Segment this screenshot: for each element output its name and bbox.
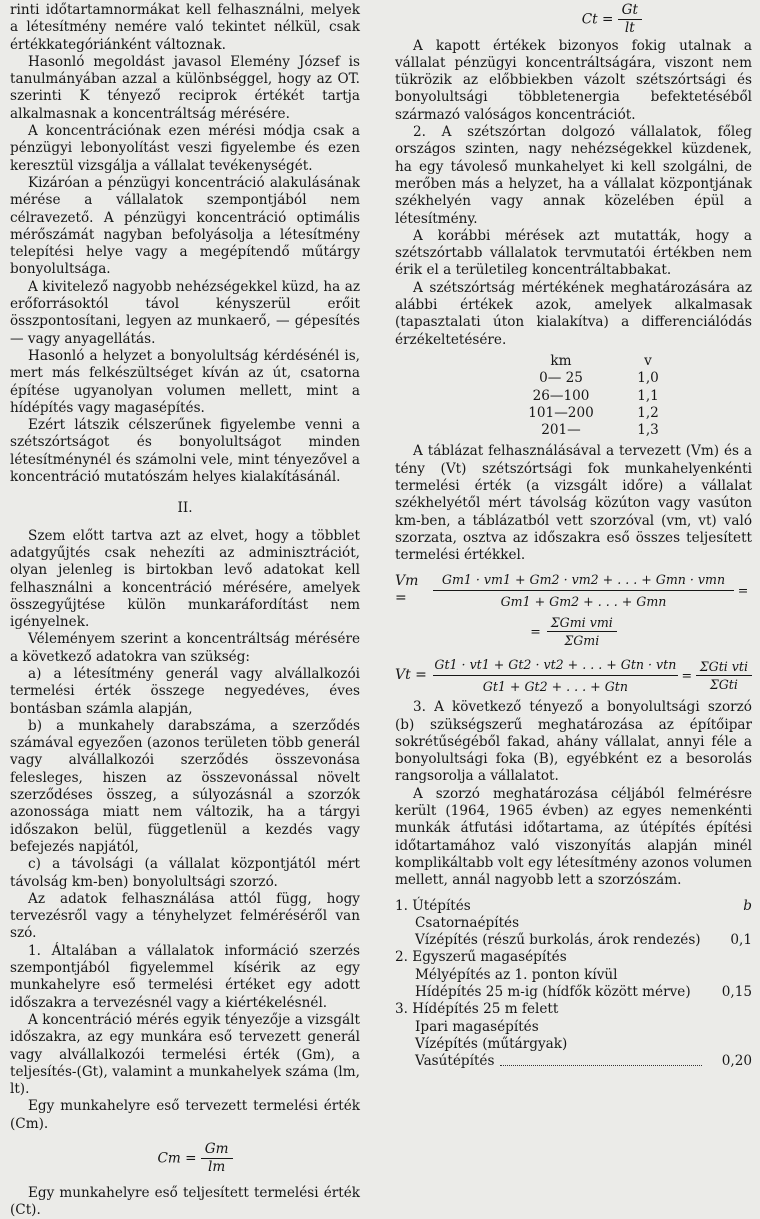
list-item-c: c) a távolsági (a vállalat központjától mért távolság km-ben) bonyolultsági szorzó. [10, 856, 360, 890]
formula-ct [395, 2, 752, 38]
list-item-label: Csatornaépítés [415, 914, 520, 931]
list-item-b: b) a munkahely darabszáma, a szerződés számával egyezően (azonos területen több generál vagy alvállalkozói szerződés összevonása felesleges, hiszen az összevonással növelt szerződéses összeg, a súlyozásnál a szorzók azonossága miatt nem változik, ha a tárgyi időszakon belül, függetlenül a kezdés vagy befejezés napjától, [10, 717, 360, 855]
table-row [505, 388, 679, 405]
list-item-value: 0,1 [730, 932, 752, 949]
section-heading: II. [177, 500, 193, 517]
paragraph: Szem előtt tartva azt az elvet, hogy a többlet adatgyűjtés csak nehezíti az adminisztrációt, olyan jelenleg is birtokban levő adatokat kell felhasználni a koncentráció mérésére, amelyek összegyűjtése külön munkaráfordítást nem igényelnek. [10, 527, 360, 631]
right-column [395, 2, 752, 1071]
list-item [395, 967, 752, 984]
denominator: ΣGmi [564, 633, 600, 649]
formula-lhs: Ct = [581, 11, 614, 28]
distance-table [505, 353, 679, 439]
denominator: lm [208, 1159, 226, 1176]
numerator: Gt [618, 2, 642, 20]
list-item-a: a) a létesítmény generál vagy alvállalkozói termelési érték összege negyedéves, éves bontásban számla alapján, [10, 665, 360, 717]
list-item-label: 3. Hídépítés 25 m felett [395, 1001, 559, 1018]
list-item-label: Ipari magasépítés [415, 1018, 539, 1035]
paragraph: 2. A szétszórtan dolgozó vállalatok, főleg országos szinten, nagy nehézségekkel küzdenek, ha egy távoleső munkahelyet ki kell szolgálni, de merőben más a helyzet, ha a vállalat központjának székhelyén vagy annak közelében épül a létesítmény. [395, 124, 752, 227]
list-item-value [708, 915, 752, 932]
table-cell: 0— 25 [539, 370, 583, 387]
paragraph: Hasonló megoldást javasol Elemény József is tanulmányában azzal a különbséggel, hogy az OT. szerinti K tényező reciprok értékét tartja alkalmasnak a koncentráltság mérésére. [10, 53, 360, 122]
dot-leader [500, 1053, 702, 1065]
list-item [395, 984, 752, 1001]
table-cell: 1,1 [637, 387, 659, 404]
formula-lhs: Cm = [157, 1150, 197, 1167]
list-item [395, 949, 752, 966]
table-row [505, 370, 679, 387]
list-item-value [708, 967, 752, 984]
list-item-label: 2. Egyszerű magasépítés [395, 949, 567, 966]
paragraph: A koncentrációnak ezen mérési módja csak a pénzügyi lebonyolítást veszi figyelembe és ezen keresztül vizsgálja a vállalat tevékenységét. [10, 123, 360, 174]
table-cell: 1,0 [637, 370, 659, 387]
denominator: Gm1 + Gm2 + . . . + Gmn [500, 593, 667, 609]
fraction [696, 658, 752, 694]
numerator: Gt1 · vt1 + Gt2 · vt2 + . . . + Gtn · vtn [433, 656, 678, 676]
list-item [395, 915, 752, 932]
table-header: v [644, 352, 652, 369]
table-cell: 1,2 [637, 404, 659, 421]
list-item-value: b [743, 897, 752, 914]
list-item-value [708, 1019, 752, 1036]
table-row [505, 405, 679, 422]
list-item-label: 1. Útépítés [395, 897, 471, 914]
denominator: ΣGti [709, 676, 738, 692]
list-item [395, 1053, 752, 1070]
numerator: Gm [201, 1141, 233, 1159]
paragraph: 3. A következő tényező a bonyolultsági szorzó (b) szükségszerű meghatározása az építőipar sokrétűségéből fakad, ahány vállalat, annyi féle a bonyolultsági foka (B), egyébként ez a besorolás rangsorolja a vállalatot. [395, 699, 752, 785]
list-item-label: Vasútépítés [415, 1053, 495, 1070]
formula-vm: Vm = Gm1 · vm1 + Gm2 · vm2 + . . . + Gmn · vmn Gm1 + Gm2 + . . . + Gmn = = $\frac{\text{ΣGmi vmi}}{\text{ΣGmi}}$ [395, 571, 752, 650]
numerator: ΣGti vti [696, 658, 752, 676]
equals-sign: = [737, 582, 749, 598]
paragraph: A szétszórtság mértékének meghatározására az alábbi értékek azok, amelyek alkalmasak (tapasztalati úton kialakítva) a differenciálódás érzékeltetésére. [395, 279, 752, 348]
list-item-label: Mélyépítés az 1. ponton kívül [415, 966, 618, 983]
paragraph: A táblázat felhasználásával a tervezett (Vm) és a tény (Vt) szétszórtsági fok munkahelyenkénti termelési érték (a vizsgált időre) a vállalat székhelyétől mért távolság közúton vagy vasúton km-ben, a táblázatból vett szorzóval (vm, vt) való szorzata, osztva az időszakra eső összes teljesített termelési értékkel. [395, 443, 752, 564]
list-item [395, 898, 752, 915]
list-item-value [708, 1001, 752, 1018]
list-item [395, 932, 752, 949]
fraction [547, 614, 617, 650]
list-item [395, 1019, 752, 1036]
formula-lhs: Vt = [395, 666, 427, 683]
list-item [395, 1001, 752, 1018]
table-cell: 101—200 [528, 404, 594, 421]
list-item-label: Hídépítés 25 m-ig (hídfők között mérve) [415, 984, 691, 1001]
paragraph: Egy munkahelyre eső tervezett termelési érték (Cm). [10, 1098, 360, 1132]
table-cell: 201— [541, 422, 581, 439]
list-item-value [708, 949, 752, 966]
fraction [433, 656, 678, 696]
table-row [505, 422, 679, 439]
list-item-value: 0,15 [721, 984, 752, 1001]
paragraph: 1. Általában a vállalatok információ szerzés szempontjából figyelemmel kísérik az egy munkahelyre eső termelési értéket egy adott időszakra a tervezésnél vagy a kiértékelésnél. [10, 942, 360, 1011]
paragraph: A korábbi mérések azt mutatták, hogy a szétszórtabb vállalatok tervmutatói értékben nem érik el a területileg koncentráltabbakat. [395, 227, 752, 279]
list-item-label: Vízépítés (műtárgyak) [415, 1035, 568, 1052]
table-cell: 1,3 [637, 422, 659, 439]
paragraph: rinti időtartamnormákat kell felhasználni, melyek a létesítmény nemére való tekintet nélkül, csak értékkategóriánként változnak. [10, 2, 360, 53]
paragraph: Kizáróan a pénzügyi koncentráció alakulásának mérése a vállalatok szempontjából nem célravezető. A pénzügyi koncentráció optimális mérőszámát nagyban befolyásolja a létesítmény telepítési helye vagy a megépítendő műtárgy bonyolultsága. [10, 174, 360, 278]
list-item-label: Vízépítés (részű burkolás, árok rendezés) [415, 932, 701, 949]
fraction [618, 2, 642, 38]
left-column [10, 2, 360, 1219]
table-cell: 26—100 [532, 387, 590, 404]
table-header-row [505, 353, 679, 370]
paragraph: A kapott értékek bizonyos fokig utalnak a vállalat pénzügyi koncentráltságára, viszont nem tükrözik az előbbiekben vázolt szétszórtsági és bonyolultsági többletenergia befektetéséből származó valóságos koncentrációt. [395, 37, 752, 123]
fraction [433, 571, 734, 611]
formula-vt [395, 656, 752, 696]
paragraph: A szorzó meghatározása céljából felmérésre került (1964, 1965 évben) az egyes nemenkénti munkák átfutási időtartama, az útépítés építési időtartamához való viszonyítás alapján minél komplikáltabb volt egy létesítmény azonos volumen mellett, annál nagyobb lett a szorzószám. [395, 785, 752, 889]
fraction [201, 1141, 233, 1177]
numerator: Gm1 · vm1 + Gm2 · vm2 + . . . + Gmn · vmn [433, 571, 734, 591]
denominator: lt [624, 20, 635, 37]
equals-sign: = [681, 667, 693, 683]
numerator: ΣGmi vmi [547, 614, 617, 632]
list-item-value: 0,20 [721, 1053, 752, 1070]
paragraph: Ezért látszik célszerűnek figyelembe venni a szétszórtságot és bonyolultságot minden létesítménynél és számolni vele, mint tényezővel a koncentráció mutatószám helyes kialakításánál. [10, 417, 360, 486]
paragraph: Egy munkahelyre eső teljesített termelési érték (Ct). [10, 1184, 360, 1218]
paragraph: A koncentráció mérés egyik tényezője a vizsgált időszakra, az egy munkára eső tervezett generál vagy alvállalkozói termelési érték (Gm), a teljesítés-(Gt), valamint a munkahelyek száma (lm, lt). [10, 1011, 360, 1098]
paragraph: A kivitelező nagyobb nehézségekkel küzd, ha az erőforrásoktól távol kényszerül erőit összpontosítani, legyen az munkaerő, — gépesítés — vagy anyagellátás. [10, 278, 360, 347]
paragraph: Hasonló a helyzet a bonyolultság kérdésénél is, mert más felkészültséget kíván az út, csatorna építése ugyanolyan volumen mellett, mint a hídépítés vagy magasépítés. [10, 347, 360, 416]
formula-cm [30, 1141, 360, 1177]
denominator: Gt1 + Gt2 + . . . + Gtn [482, 678, 628, 694]
paragraph: Véleményem szerint a koncentráltság mérésére a következő adatokra van szükség: [10, 631, 360, 665]
table-header: km [550, 352, 572, 369]
formula-lhs: Vm = [395, 573, 419, 607]
paragraph: Az adatok felhasználása attól függ, hogy tervezésről vagy a tényhelyzet felméréséről van szó. [10, 890, 360, 942]
